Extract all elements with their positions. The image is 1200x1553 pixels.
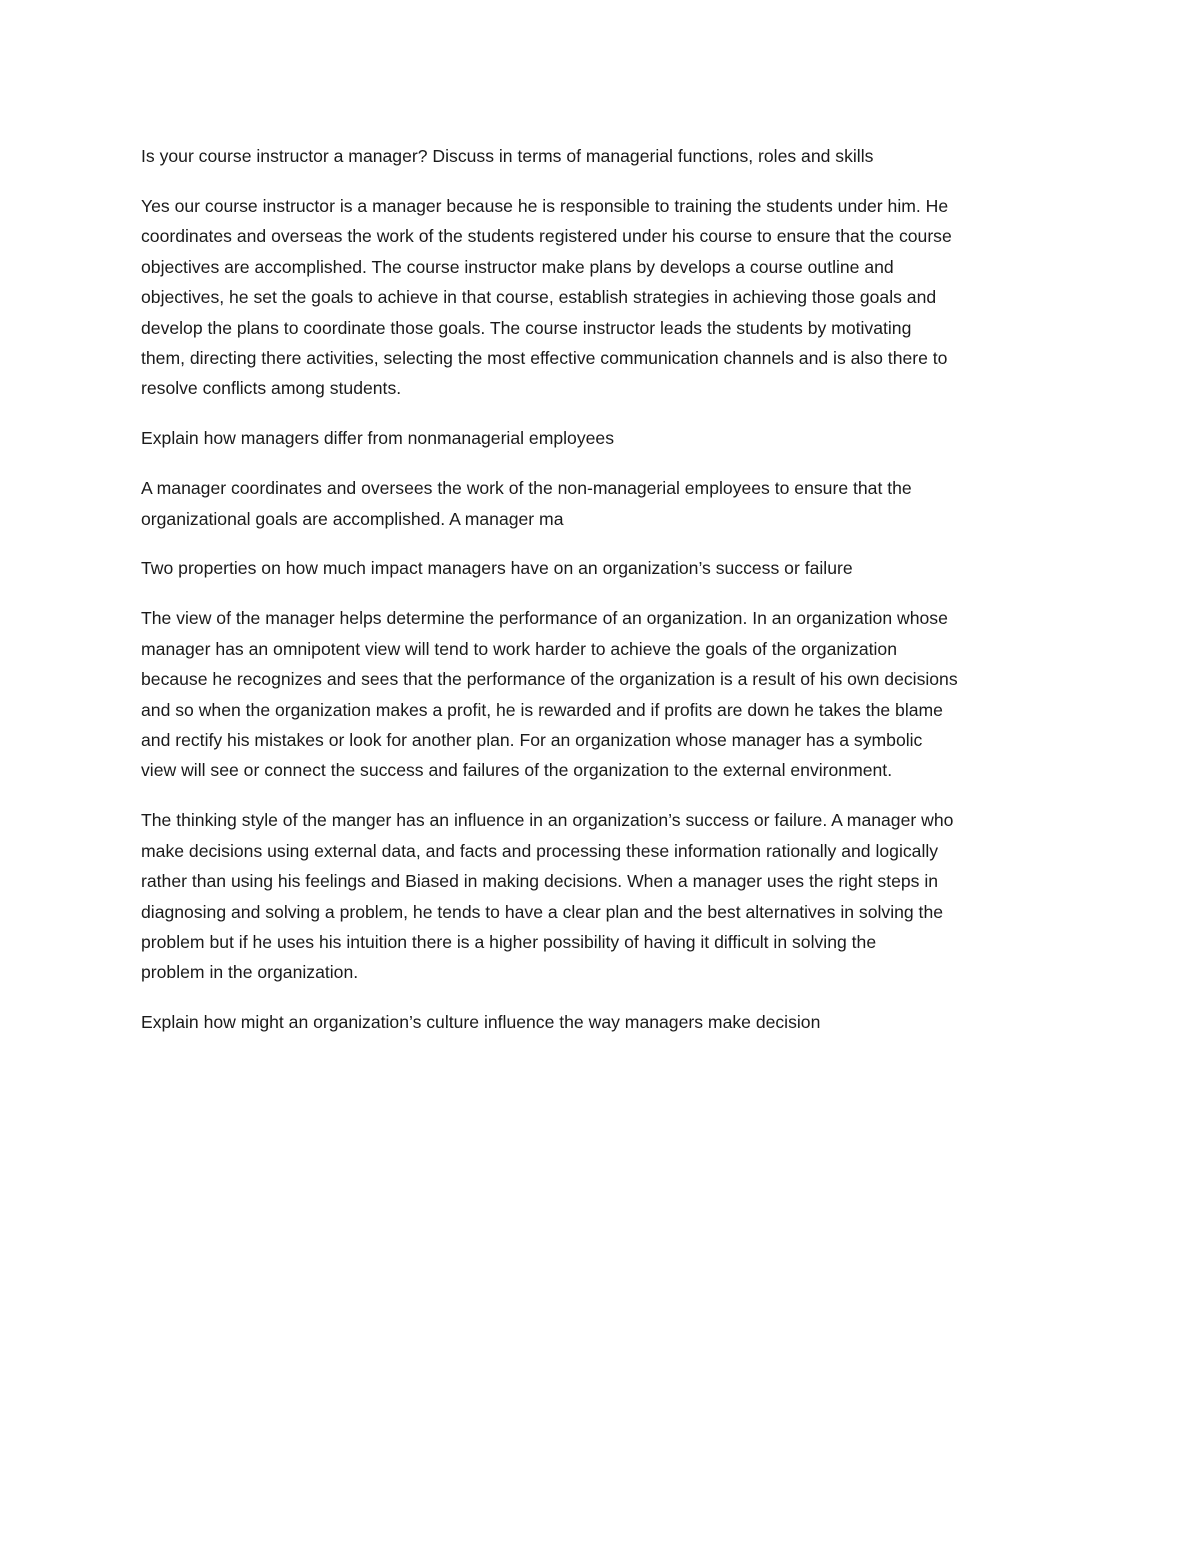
document-body	[141, 141, 1066, 1057]
answer-1	[141, 191, 1066, 404]
text-line: diagnosing and solving a problem, he tends to have a clear plan and the best alternatives in solving the	[141, 901, 944, 922]
text-line: organizational goals are accomplished. A manager ma	[141, 508, 564, 529]
text-line: objectives are accomplished. The course instructor make plans by develops a course outline and	[141, 256, 894, 277]
question-3	[141, 553, 1066, 583]
text-line: develop the plans to coordinate those goals. The course instructor leads the students by motivating	[141, 317, 912, 338]
text-line: and so when the organization makes a profit, he is rewarded and if profits are down he takes the blame	[141, 699, 943, 720]
text-line: A manager coordinates and oversees the work of the non-managerial employees to ensure that the	[141, 478, 912, 499]
text-line: problem in the organization.	[141, 962, 359, 983]
text-line: resolve conflicts among students.	[141, 378, 402, 399]
text-line: Two properties on how much impact managers have on an organization’s success or failure	[141, 558, 853, 579]
text-line: them, directing there activities, selecting the most effective communication channels and is also there to	[141, 347, 948, 368]
text-line: The thinking style of the manger has an influence in an organization’s success or failure. A manager who	[141, 810, 954, 831]
text-line: problem but if he uses his intuition there is a higher possibility of having it difficult in solving the	[141, 931, 877, 952]
answer-3a	[141, 603, 1066, 785]
text-line: Explain how might an organization’s culture influence the way managers make decision	[141, 1012, 821, 1033]
text-line: The view of the manager helps determine the performance of an organization. In an organization whose	[141, 608, 948, 629]
text-line: make decisions using external data, and facts and processing these information rationally and logically	[141, 840, 939, 861]
text-line: Is your course instructor a manager? Discuss in terms of managerial functions, roles and skills	[141, 146, 874, 166]
question-2	[141, 423, 1066, 453]
text-line: manager has an omnipotent view will tend to work harder to achieve the goals of the organization	[141, 638, 897, 659]
text-line: Explain how managers differ from nonmanagerial employees	[141, 428, 615, 449]
text-line: Yes our course instructor is a manager because he is responsible to training the students under him. He	[141, 195, 949, 216]
question-1	[141, 141, 1066, 171]
text-line: objectives, he set the goals to achieve in that course, establish strategies in achieving those goals and	[141, 287, 937, 308]
text-line: view will see or connect the success and failures of the organization to the external environment.	[141, 760, 893, 781]
question-4	[141, 1007, 1066, 1037]
text-line: and rectify his mistakes or look for another plan. For an organization whose manager has a symbolic	[141, 730, 923, 750]
text-line: coordinates and overseas the work of the students registered under his course to ensure that the course	[141, 226, 952, 247]
answer-2	[141, 473, 1066, 534]
text-line: because he recognizes and sees that the performance of the organization is a result of his own decisions	[141, 669, 958, 690]
answer-3b	[141, 805, 1066, 987]
text-line: rather than using his feelings and Biased in making decisions. When a manager uses the right steps in	[141, 871, 939, 892]
